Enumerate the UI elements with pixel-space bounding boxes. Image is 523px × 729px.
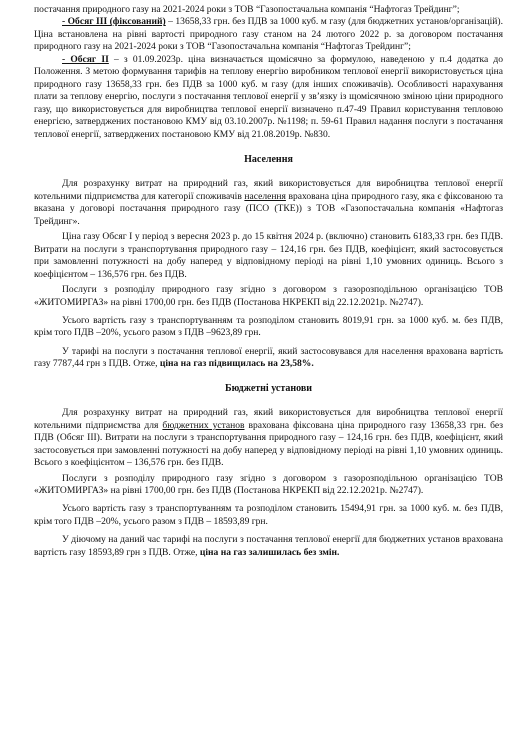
population-paragraph-4: Усього вартість газу з транспортуванням та розподілом становить 8019,91 грн. за 1000 куб. м. без ПДВ, крім того ПДВ –20%, усього разом з ПДВ –9623,89 грн. [34,314,503,339]
volume-iii-text: – 13658,33 грн. без ПДВ за 1000 куб. м газу (для бюджетних установ/організацій). Ціна встановлена на рівні вартості природного газу станом на 24 лютого 2022 р. за договором постачання природного газу на 2021-2024 роки з ТОВ “Газопостачальна компанія “Нафтогаз Трейдинг”; [34,16,503,53]
population-heading: Населення [244,153,293,165]
population-p1-after: врахована ціна природного газу, яка є фіксованою та вказана у договорі постачання природного газу (ПСО (ТКЕ)) з ТОВ «Газопостачальна компанія «Нафтогаз Трейдинг». [34,190,503,227]
volume-iii-paragraph [34,16,503,53]
population-p5-before: У тарифі на послуги з постачання теплової енергії, який застосовувався для населення врахована вартість газу 7787,44 грн з ПДВ. Отже, [34,345,503,370]
budget-p4-before: У діючому на даний час тарифі на послуги з постачання теплової енергії для бюджетних установ врахована вартість газу 18593,89 грн з ПДВ. Отже, [34,534,503,558]
budget-paragraph-2: Послуги з розподілу природного газу згідно з договором з газорозподільною організацією ТОВ «ЖИТОМИРГАЗ» на рівні 1700,00 грн. без ПДВ (Постанова НКРЕКП від 22.12.2021р. №2747). [34,472,503,496]
volume-ii-text: – з 01.09.2023р. ціна визначається щомісячно за формулою, наведеною у п.4 додатка до Положення. З метою формування тарифів на теплову енергію виробником теплової енергії використовується ціна природного газу 13658,33 грн. без ПДВ за 1000 куб. м газу (для інших споживачів). Особливості нарахування плати за теплову енергію, послуги з постачання теплової енергії у зв’язку із щомісячною зміною ціни природного газу, що використовується для виробництва теплової енергії визначено п.47-49 Правил користування тепловою енергією, затверджених постановою КМУ від 03.10.2007р. №1198; п. 59-61 Правил надання послуги з постачання теплової енергії, затверджених постановою КМУ від 21.08.2019р. №830. [34,53,503,140]
budget-p1-underlined: бюджетних установ [162,419,245,431]
volume-ii-paragraph [34,54,503,141]
budget-p1-after: врахована фіксована ціна природного газу 13658,33 грн. без ПДВ (Обсяг ІІІ). Витрати на послуги з транспортування природного газу – 124,16 грн. без ПДВ, коефіцієнт, який застосовується при замовленні потужності на добу наперед у відповідному періоді на рівні 1,10 умовних одиниць. Всього з коефіцієнтом – 136,576 грн. без ПДВ. [34,419,503,469]
budget-paragraph-3: Усього вартість газу з транспортуванням та розподілом становить 15494,91 грн. за 1000 куб. м. без ПДВ, крім того ПДВ –20%, усього разом з ПДВ – 18593,89 грн. [34,503,503,527]
population-paragraph-2: Ціна газу Обсяг І у період з вересня 2023 р. до 15 квітня 2024 р. (включно) становить 6183,33 грн. без ПДВ. Витрати на послуги з транспортування природного газу – 124,16 грн. без ПДВ, коефіцієнт, який застосовується при замовленні потужності на добу наперед у відповідному періоді на рівні 1,10 умовних одиниць. Всього з коефіцієнтом – 136,576 грн. без ПДВ. [34,231,503,280]
population-paragraph-3: Послуги з розподілу природного газу згідно з договором з газорозподільною організацією ТОВ «ЖИТОМИРГАЗ» на рівні 1700,00 грн. без ПДВ (Постанова НКРЕКП від 22.12.2021р. №2747). [34,284,503,308]
population-p1-before: Для розрахунку витрат на природний газ, який використовується для виробництва теплової енергії котельними підприємства для категорії споживачів [34,178,503,202]
population-paragraph-1 [34,178,503,228]
population-p1-underlined: населення [244,190,286,202]
volume-ii-label: - Обсяг ІІ [62,53,109,65]
budget-p1-before: Для розрахунку витрат на природний газ, який використовується для виробництва теплової енергії котельними підприємства для [34,407,503,431]
budget-paragraph-1 [34,407,503,469]
budget-heading: Бюджетні установи [224,382,313,394]
budget-paragraph-4 [34,534,503,559]
population-paragraph-5 [34,346,503,371]
budget-p4-bold: ціна на газ залишилась без змін. [199,546,340,558]
volume-iii-label: - Обсяг III (фіксований) [62,16,166,28]
tariff-intro-fragment: постачання природного газу на 2021-2024 роки з ТОВ “Газопостачальна компанія “Нафтогаз Трейдинг”; [34,4,460,15]
population-p5-bold: ціна на газ підвищилась на 23,58%. [159,358,314,370]
